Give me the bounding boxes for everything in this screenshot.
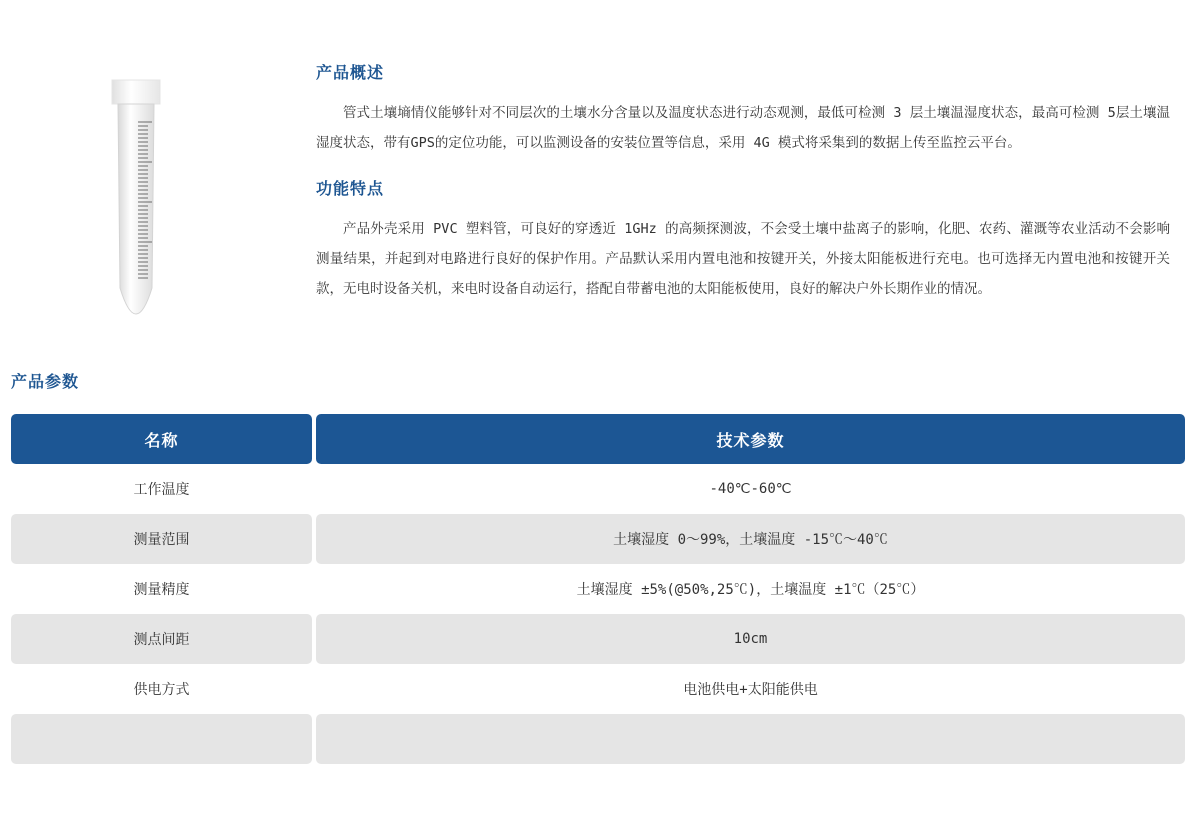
table-header-row (11, 414, 1185, 464)
table-row (11, 614, 1185, 664)
features-body: 产品外壳采用 PVC 塑料管，可良好的穿透近 1GHz 的高频探测波，不会受土壤中盐离子的影响，化肥、农药、灌溉等农业活动不会影响测量结果，并起到对电路进行良好的保护作用。产品默认采用内置电池和按键开关，外接太阳能板进行充电。也可选择无内置电池和按键开关款，无电时设备关机，来电时设备自动运行，搭配自带蓄电池的太阳能板使用，良好的解决户外长期作业的情况。 (316, 221, 1170, 297)
overview-body: 管式土壤墒情仪能够针对不同层次的土壤水分含量以及温度状态进行动态观测，最低可检测 3 层土壤温湿度状态，最高可检测 5层土壤温湿度状态，带有GPS的定位功能，可以监测设备的安装位置等信息，采用 4G 模式将采集到的数据上传至监控云平台。 (316, 105, 1170, 151)
table-row (11, 564, 1185, 614)
header-name-cell: 名称 (11, 414, 312, 464)
param-spec-cell (316, 714, 1185, 764)
param-spec-cell: 电池供电+太阳能供电 (683, 682, 818, 698)
param-name-cell: 测量精度 (133, 582, 190, 598)
params-table (11, 414, 1185, 764)
param-name-cell: 工作温度 (133, 482, 190, 498)
param-name-cell (11, 714, 312, 764)
table-row (11, 664, 1185, 714)
param-spec-cell: 土壤湿度 0～99%，土壤温度 -15℃～40℃ (316, 514, 1185, 564)
overview-title: 产品概述 (316, 63, 385, 82)
param-spec-cell: 10cm (316, 614, 1185, 664)
table-row (11, 714, 1185, 764)
table-row (11, 514, 1185, 564)
soil-probe-tube-image (106, 78, 170, 334)
param-name-cell: 供电方式 (133, 682, 190, 698)
param-spec-cell: -40℃-60℃ (709, 481, 792, 497)
features-title: 功能特点 (316, 179, 385, 198)
param-name-cell: 测点间距 (11, 614, 312, 664)
table-row (11, 464, 1185, 514)
header-spec-cell: 技术参数 (316, 414, 1185, 464)
param-name-cell: 测量范围 (11, 514, 312, 564)
param-spec-cell: 土壤湿度 ±5%(@50%,25℃)，土壤温度 ±1℃（25℃） (576, 582, 925, 598)
params-title: 产品参数 (11, 372, 80, 391)
